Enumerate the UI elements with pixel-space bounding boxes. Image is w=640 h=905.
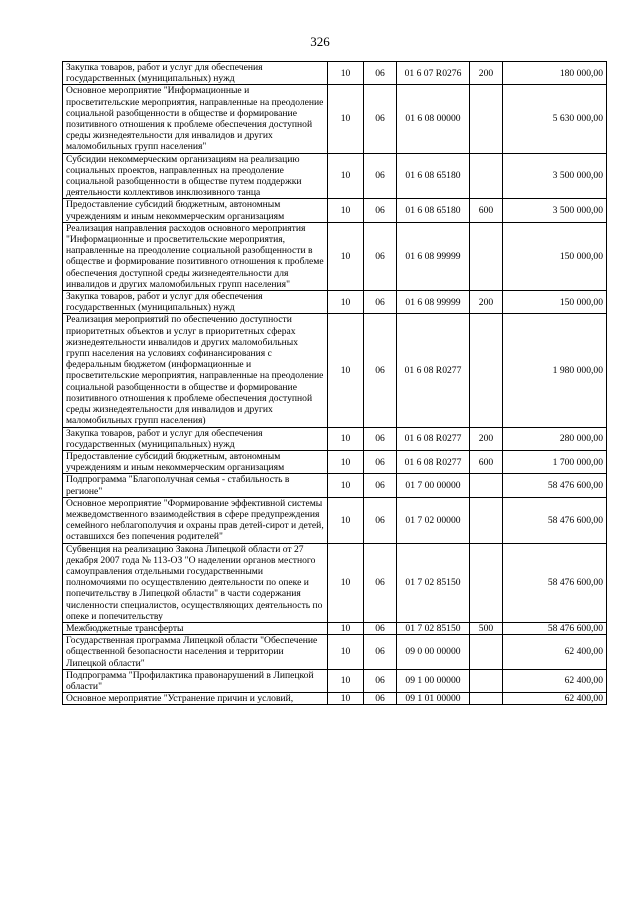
subsection-code-cell: 06: [364, 427, 397, 450]
target-article-code-cell: 09 1 01 00000: [397, 693, 470, 705]
row-name-cell: Межбюджетные трансферты: [63, 622, 328, 634]
amount-cell: 58 476 600,00: [503, 622, 607, 634]
amount-cell: 62 400,00: [503, 635, 607, 670]
subsection-code-cell: 06: [364, 450, 397, 473]
amount-cell: 280 000,00: [503, 427, 607, 450]
amount-cell: 62 400,00: [503, 693, 607, 705]
target-article-code-cell: 01 6 08 00000: [397, 85, 470, 153]
amount-cell: 1 700 000,00: [503, 450, 607, 473]
subsection-code-cell: 06: [364, 222, 397, 290]
subsection-code-cell: 06: [364, 314, 397, 427]
row-name-cell: Предоставление субсидий бюджетным, автономным учреждениям и иным некоммерческим организациям: [63, 199, 328, 222]
table-row: [63, 222, 607, 290]
table-row: [63, 635, 607, 670]
expense-type-code-cell: 200: [470, 427, 503, 450]
table-row: [63, 314, 607, 427]
row-name-cell: Основное мероприятие "Устранение причин и условий,: [63, 693, 328, 705]
expense-type-code-cell: 200: [470, 62, 503, 85]
expense-type-code-cell: 500: [470, 622, 503, 634]
target-article-code-cell: 01 6 07 R0276: [397, 62, 470, 85]
amount-cell: 58 476 600,00: [503, 474, 607, 497]
expense-type-code-cell: [470, 222, 503, 290]
section-code-cell: 10: [328, 543, 364, 622]
row-name-cell: Реализация направления расходов основного мероприятия "Информационные и просветительские мероприятия, направленные на преодоление социальной разобщенности в обществе и формирование позитивного отношения к проблеме обеспечения доступной среды жизнедеятельности для инвалидов и других маломобильных групп населения": [63, 222, 328, 290]
amount-cell: 5 630 000,00: [503, 85, 607, 153]
row-name-cell: Закупка товаров, работ и услуг для обеспечения государственных (муниципальных) нужд: [63, 427, 328, 450]
target-article-code-cell: 01 6 08 R0277: [397, 450, 470, 473]
section-code-cell: 10: [328, 222, 364, 290]
section-code-cell: 10: [328, 693, 364, 705]
section-code-cell: 10: [328, 635, 364, 670]
target-article-code-cell: 01 7 02 85150: [397, 543, 470, 622]
subsection-code-cell: 06: [364, 669, 397, 692]
amount-cell: 3 500 000,00: [503, 199, 607, 222]
table-row: [63, 669, 607, 692]
row-name-cell: Подпрограмма "Благополучная семья - стабильность в регионе": [63, 474, 328, 497]
table-row: [63, 153, 607, 199]
section-code-cell: 10: [328, 450, 364, 473]
subsection-code-cell: 06: [364, 291, 397, 314]
row-name-cell: Государственная программа Липецкой области "Обеспечение общественной безопасности населения и территории Липецкой области": [63, 635, 328, 670]
target-article-code-cell: 01 6 08 R0277: [397, 314, 470, 427]
target-article-code-cell: 01 6 08 99999: [397, 291, 470, 314]
row-name-cell: Субвенция на реализацию Закона Липецкой области от 27 декабря 2007 года № 113-ОЗ "О наделении органов местного самоуправления отдельными государственными полномочиями по осуществлению деятельности по опеке и попечительству в Липецкой области" в части содержания численности специалистов, осуществляющих деятельность по опеке и попечительству: [63, 543, 328, 622]
expense-type-code-cell: [470, 474, 503, 497]
table-row: [63, 199, 607, 222]
row-name-cell: Закупка товаров, работ и услуг для обеспечения государственных (муниципальных) нужд: [63, 291, 328, 314]
target-article-code-cell: 01 7 02 00000: [397, 497, 470, 543]
target-article-code-cell: 01 6 08 65180: [397, 199, 470, 222]
target-article-code-cell: 01 7 02 85150: [397, 622, 470, 634]
section-code-cell: 10: [328, 622, 364, 634]
expense-type-code-cell: 600: [470, 450, 503, 473]
section-code-cell: 10: [328, 62, 364, 85]
budget-table: [62, 61, 607, 705]
table-row: [63, 450, 607, 473]
amount-cell: 150 000,00: [503, 291, 607, 314]
table-row: [63, 622, 607, 634]
subsection-code-cell: 06: [364, 497, 397, 543]
amount-cell: 180 000,00: [503, 62, 607, 85]
section-code-cell: 10: [328, 314, 364, 427]
target-article-code-cell: 09 0 00 00000: [397, 635, 470, 670]
expense-type-code-cell: [470, 669, 503, 692]
target-article-code-cell: 01 6 08 R0277: [397, 427, 470, 450]
expense-type-code-cell: [470, 693, 503, 705]
section-code-cell: 10: [328, 153, 364, 199]
table-row: [63, 693, 607, 705]
section-code-cell: 10: [328, 669, 364, 692]
subsection-code-cell: 06: [364, 199, 397, 222]
target-article-code-cell: 09 1 00 00000: [397, 669, 470, 692]
table-row: [63, 497, 607, 543]
table-row: [63, 427, 607, 450]
table-row: [63, 291, 607, 314]
section-code-cell: 10: [328, 497, 364, 543]
page-number: 326: [310, 34, 330, 49]
row-name-cell: Реализация мероприятий по обеспечению доступности приоритетных объектов и услуг в приоритетных сферах жизнедеятельности инвалидов и других маломобильных групп населения на условиях софинансирования с федеральным бюджетом (информационные и просветительские мероприятия, направленные на преодоление социальной разобщенности в обществе и формирование позитивного отношения к проблеме обеспечения доступной среды жизнедеятельности для инвалидов и других маломобильных групп населения): [63, 314, 328, 427]
table-row: [63, 474, 607, 497]
amount-cell: 1 980 000,00: [503, 314, 607, 427]
amount-cell: 3 500 000,00: [503, 153, 607, 199]
amount-cell: 150 000,00: [503, 222, 607, 290]
section-code-cell: 10: [328, 427, 364, 450]
expense-type-code-cell: [470, 85, 503, 153]
row-name-cell: Закупка товаров, работ и услуг для обеспечения государственных (муниципальных) нужд: [63, 62, 328, 85]
subsection-code-cell: 06: [364, 543, 397, 622]
row-name-cell: Субсидии некоммерческим организациям на реализацию социальных проектов, направленных на преодоление социальной разобщенности в обществе путем поддержки деятельности коллективов инклюзивного танца: [63, 153, 328, 199]
section-code-cell: 10: [328, 85, 364, 153]
target-article-code-cell: 01 6 08 99999: [397, 222, 470, 290]
subsection-code-cell: 06: [364, 622, 397, 634]
expense-type-code-cell: [470, 497, 503, 543]
row-name-cell: Предоставление субсидий бюджетным, автономным учреждениям и иным некоммерческим организациям: [63, 450, 328, 473]
section-code-cell: 10: [328, 291, 364, 314]
target-article-code-cell: 01 6 08 65180: [397, 153, 470, 199]
expense-type-code-cell: [470, 635, 503, 670]
subsection-code-cell: 06: [364, 85, 397, 153]
expense-type-code-cell: [470, 153, 503, 199]
amount-cell: 62 400,00: [503, 669, 607, 692]
table-row: [63, 543, 607, 622]
subsection-code-cell: 06: [364, 62, 397, 85]
row-name-cell: Подпрограмма "Профилактика правонарушений в Липецкой области": [63, 669, 328, 692]
subsection-code-cell: 06: [364, 635, 397, 670]
amount-cell: 58 476 600,00: [503, 497, 607, 543]
subsection-code-cell: 06: [364, 474, 397, 497]
row-name-cell: Основное мероприятие "Информационные и просветительские мероприятия, направленные на преодоление социальной разобщенности в обществе и формирование позитивного отношения к проблеме обеспечения доступной среды жизнедеятельности для инвалидов и других маломобильных групп населения": [63, 85, 328, 153]
expense-type-code-cell: [470, 543, 503, 622]
table-row: [63, 85, 607, 153]
subsection-code-cell: 06: [364, 693, 397, 705]
section-code-cell: 10: [328, 474, 364, 497]
expense-type-code-cell: 600: [470, 199, 503, 222]
row-name-cell: Основное мероприятие "Формирование эффективной системы межведомственного взаимодействия в сфере предупреждения семейного неблагополучия и охраны прав детей-сирот и детей, оставшихся без попечения родителей": [63, 497, 328, 543]
expense-type-code-cell: 200: [470, 291, 503, 314]
amount-cell: 58 476 600,00: [503, 543, 607, 622]
target-article-code-cell: 01 7 00 00000: [397, 474, 470, 497]
section-code-cell: 10: [328, 199, 364, 222]
expense-type-code-cell: [470, 314, 503, 427]
budget-table-body: [63, 62, 607, 705]
subsection-code-cell: 06: [364, 153, 397, 199]
table-row: [63, 62, 607, 85]
